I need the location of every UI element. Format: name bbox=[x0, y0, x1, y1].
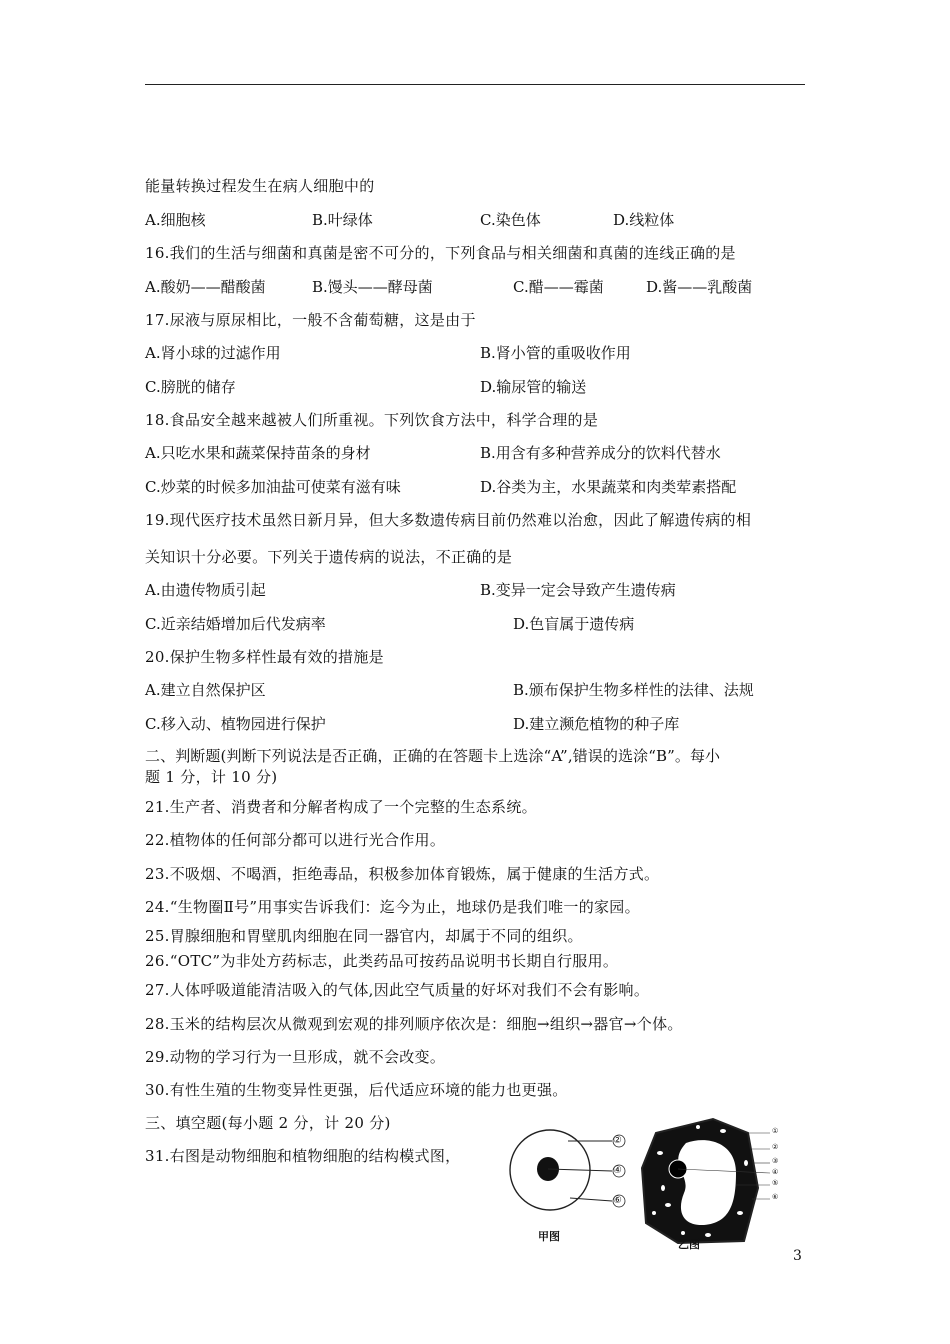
q15-option-a: A.细胞核 bbox=[145, 211, 206, 229]
q18-option-a: A.只吃水果和蔬菜保持苗条的身材 bbox=[145, 444, 371, 462]
question-19-line1: 19.现代医疗技术虽然日新月异，但大多数遗传病目前仍然难以治愈，因此了解遗传病的相 bbox=[145, 511, 752, 529]
q19-option-d: D.色盲属于遗传病 bbox=[513, 615, 635, 633]
plant-label-2: ② bbox=[772, 1143, 779, 1151]
q16-option-c: C.醋——霉菌 bbox=[513, 278, 604, 296]
q20-option-a: A.建立自然保护区 bbox=[145, 681, 266, 699]
question-18: 18.食品安全越来越被人们所重视。下列饮食方法中，科学合理的是 bbox=[145, 411, 599, 429]
q16-option-d: D.酱——乳酸菌 bbox=[646, 278, 753, 296]
plant-label-4: ④ bbox=[772, 1168, 779, 1176]
q16-option-b: B.馒头——酵母菌 bbox=[312, 278, 433, 296]
animal-label-4: ④ bbox=[613, 1165, 622, 1176]
q18-option-b: B.用含有多种营养成分的饮料代替水 bbox=[480, 444, 721, 462]
judgement-22: 22.植物体的任何部分都可以进行光合作用。 bbox=[145, 831, 446, 849]
q18-option-d: D.谷类为主，水果蔬菜和肉类荤素搭配 bbox=[480, 478, 737, 496]
q16-option-a: A.酸奶——醋酸菌 bbox=[145, 278, 266, 296]
plant-label-3: ③ bbox=[772, 1157, 779, 1165]
question-15-continuation: 能量转换过程发生在病人细胞中的 bbox=[145, 177, 375, 195]
section-2-heading-line2: 题 1 分，计 10 分) bbox=[145, 768, 278, 786]
animal-cell-diagram bbox=[510, 1130, 625, 1210]
q17-option-d: D.输尿管的输送 bbox=[480, 378, 587, 396]
judgement-24: 24.“生物圈Ⅱ号”用事实告诉我们：迄今为止，地球仍是我们唯一的家园。 bbox=[145, 898, 640, 916]
plant-label-5: ⑤ bbox=[772, 1179, 779, 1187]
plant-cell-diagram bbox=[642, 1119, 770, 1243]
plant-cell-vacuole bbox=[678, 1140, 736, 1225]
q20-option-c: C.移入动、植物园进行保护 bbox=[145, 715, 326, 733]
q19-option-c: C.近亲结婚增加后代发病率 bbox=[145, 615, 326, 633]
question-17: 17.尿液与原尿相比，一般不含葡萄糖，这是由于 bbox=[145, 311, 476, 329]
judgement-21: 21.生产者、消费者和分解者构成了一个完整的生态系统。 bbox=[145, 798, 537, 816]
q20-option-d: D.建立濒危植物的种子库 bbox=[513, 715, 680, 733]
animal-label-2: ② bbox=[613, 1135, 622, 1146]
q17-option-b: B.肾小管的重吸收作用 bbox=[480, 344, 631, 362]
section-2-heading-line1: 二、判断题(判断下列说法是否正确，正确的在答题卡上选涂“A”,错误的选涂“B”。每小 bbox=[145, 747, 721, 765]
page-number: 3 bbox=[793, 1248, 802, 1264]
q19-option-b: B.变异一定会导致产生遗传病 bbox=[480, 581, 676, 599]
figure-caption-left: 甲图 bbox=[538, 1230, 560, 1243]
judgement-28: 28.玉米的结构层次从微观到宏观的排列顺序依次是：细胞→组织→器官→个体。 bbox=[145, 1015, 683, 1033]
question-20: 20.保护生物多样性最有效的措施是 bbox=[145, 648, 384, 666]
animal-label-6: ⑥ bbox=[613, 1195, 622, 1206]
judgement-27: 27.人体呼吸道能清洁吸入的气体,因此空气质量的好坏对我们不会有影响。 bbox=[145, 981, 650, 999]
judgement-30: 30.有性生殖的生物变异性更强，后代适应环境的能力也更强。 bbox=[145, 1081, 568, 1099]
q15-option-b: B.叶绿体 bbox=[312, 211, 373, 229]
plant-label-6: ⑥ bbox=[772, 1193, 779, 1201]
judgement-25: 25.胃腺细胞和胃壁肌肉细胞在同一器官内，却属于不同的组织。 bbox=[145, 927, 583, 945]
judgement-29: 29.动物的学习行为一旦形成，就不会改变。 bbox=[145, 1048, 446, 1066]
section-3-heading: 三、填空题(每小题 2 分，计 20 分) bbox=[145, 1114, 391, 1132]
question-19-line2: 关知识十分必要。下列关于遗传病的说法，不正确的是 bbox=[145, 548, 513, 566]
q19-option-a: A.由遗传物质引起 bbox=[145, 581, 266, 599]
judgement-26: 26.“OTC”为非处方药标志，此类药品可按药品说明书长期自行服用。 bbox=[145, 952, 619, 970]
q15-option-c: C.染色体 bbox=[480, 211, 541, 229]
question-16: 16.我们的生活与细菌和真菌是密不可分的，下列食品与相关细菌和真菌的连线正确的是 bbox=[145, 244, 736, 262]
header-rule bbox=[145, 84, 805, 85]
figure-caption-right: 乙图 bbox=[678, 1238, 700, 1251]
q15-option-d: D.线粒体 bbox=[613, 211, 675, 229]
q20-option-b: B.颁布保护生物多样性的法律、法规 bbox=[513, 681, 754, 699]
q17-option-c: C.膀胱的储存 bbox=[145, 378, 236, 396]
q18-option-c: C.炒菜的时候多加油盐可使菜有滋有味 bbox=[145, 478, 401, 496]
judgement-23: 23.不吸烟、不喝酒，拒绝毒品，积极参加体育锻炼，属于健康的生活方式。 bbox=[145, 865, 660, 883]
plant-label-1: ① bbox=[772, 1127, 779, 1135]
fill-question-31: 31.右图是动物细胞和植物细胞的结构模式图， bbox=[145, 1147, 461, 1165]
q17-option-a: A.肾小球的过滤作用 bbox=[145, 344, 281, 362]
cell-structure-figure bbox=[508, 1113, 800, 1253]
